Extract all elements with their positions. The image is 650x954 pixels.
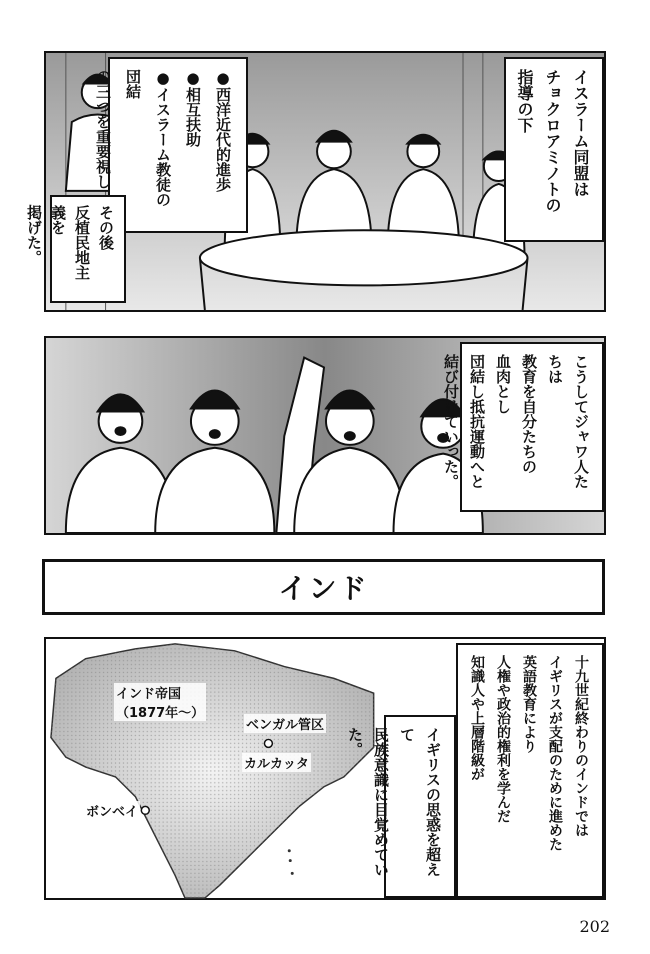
caption-line: ●相互扶助 (184, 69, 202, 147)
panel-javanese (44, 336, 606, 535)
map-label-calcutta: カルカッタ (242, 753, 311, 772)
caption-line: 教育を自分たちの (520, 354, 538, 474)
caption-line: 人権や政治的権利を学んだ (495, 655, 511, 823)
caption-line: 十九世紀終わりのインドでは (573, 655, 589, 837)
caption-right (504, 57, 604, 242)
caption-line: その後 (97, 205, 115, 250)
caption-line: 反植民地主義を (49, 205, 91, 280)
map-label-bengal: ベンガル管区 (244, 714, 326, 733)
caption-line: ●イスラーム教徒の団結 (124, 69, 172, 207)
caption-line: の三つを重要視し (94, 69, 112, 189)
caption-line: イスラーム同盟は (571, 69, 590, 197)
caption-line: 知識人や上層階級が (469, 655, 485, 781)
panel-india-map (44, 637, 606, 900)
empire-year: （1877年〜） (116, 706, 205, 721)
panel-meeting (25, 51, 606, 312)
caption-line: 結び付けていった。 (442, 354, 460, 489)
caption-line: イギリスの思惑を超えて (398, 727, 442, 877)
caption-line: 英語教育により (521, 655, 537, 753)
caption-india-right (456, 643, 604, 898)
section-title: インド (278, 572, 369, 605)
caption-line: 指導の下 (515, 69, 534, 133)
caption-line: 民族意識に目覚めていた。 (346, 727, 390, 877)
map-label-empire (114, 683, 206, 721)
caption-line: こうしてジャワ人たちは (546, 354, 590, 489)
section-title-bar (42, 559, 605, 615)
caption-javanese (442, 342, 604, 512)
caption-line: チョクロアミノトの (543, 69, 562, 213)
bombay-marker (141, 806, 149, 814)
caption-left (25, 195, 126, 303)
empire-name: インド帝国 (116, 687, 182, 702)
page-number: 202 (579, 917, 610, 936)
caption-line: 団結し抵抗運動へと (468, 354, 486, 489)
caption-line: ●西洋近代的進歩 (214, 69, 232, 192)
map-label-bombay: ボンベイ (84, 801, 140, 820)
caption-line: 掲げた。 (25, 205, 43, 265)
caption-line: イギリスが支配のために進めた (547, 655, 563, 851)
caption-line: 血肉とし (494, 354, 512, 414)
caption-india-left (346, 715, 456, 898)
calcutta-marker (264, 739, 272, 747)
